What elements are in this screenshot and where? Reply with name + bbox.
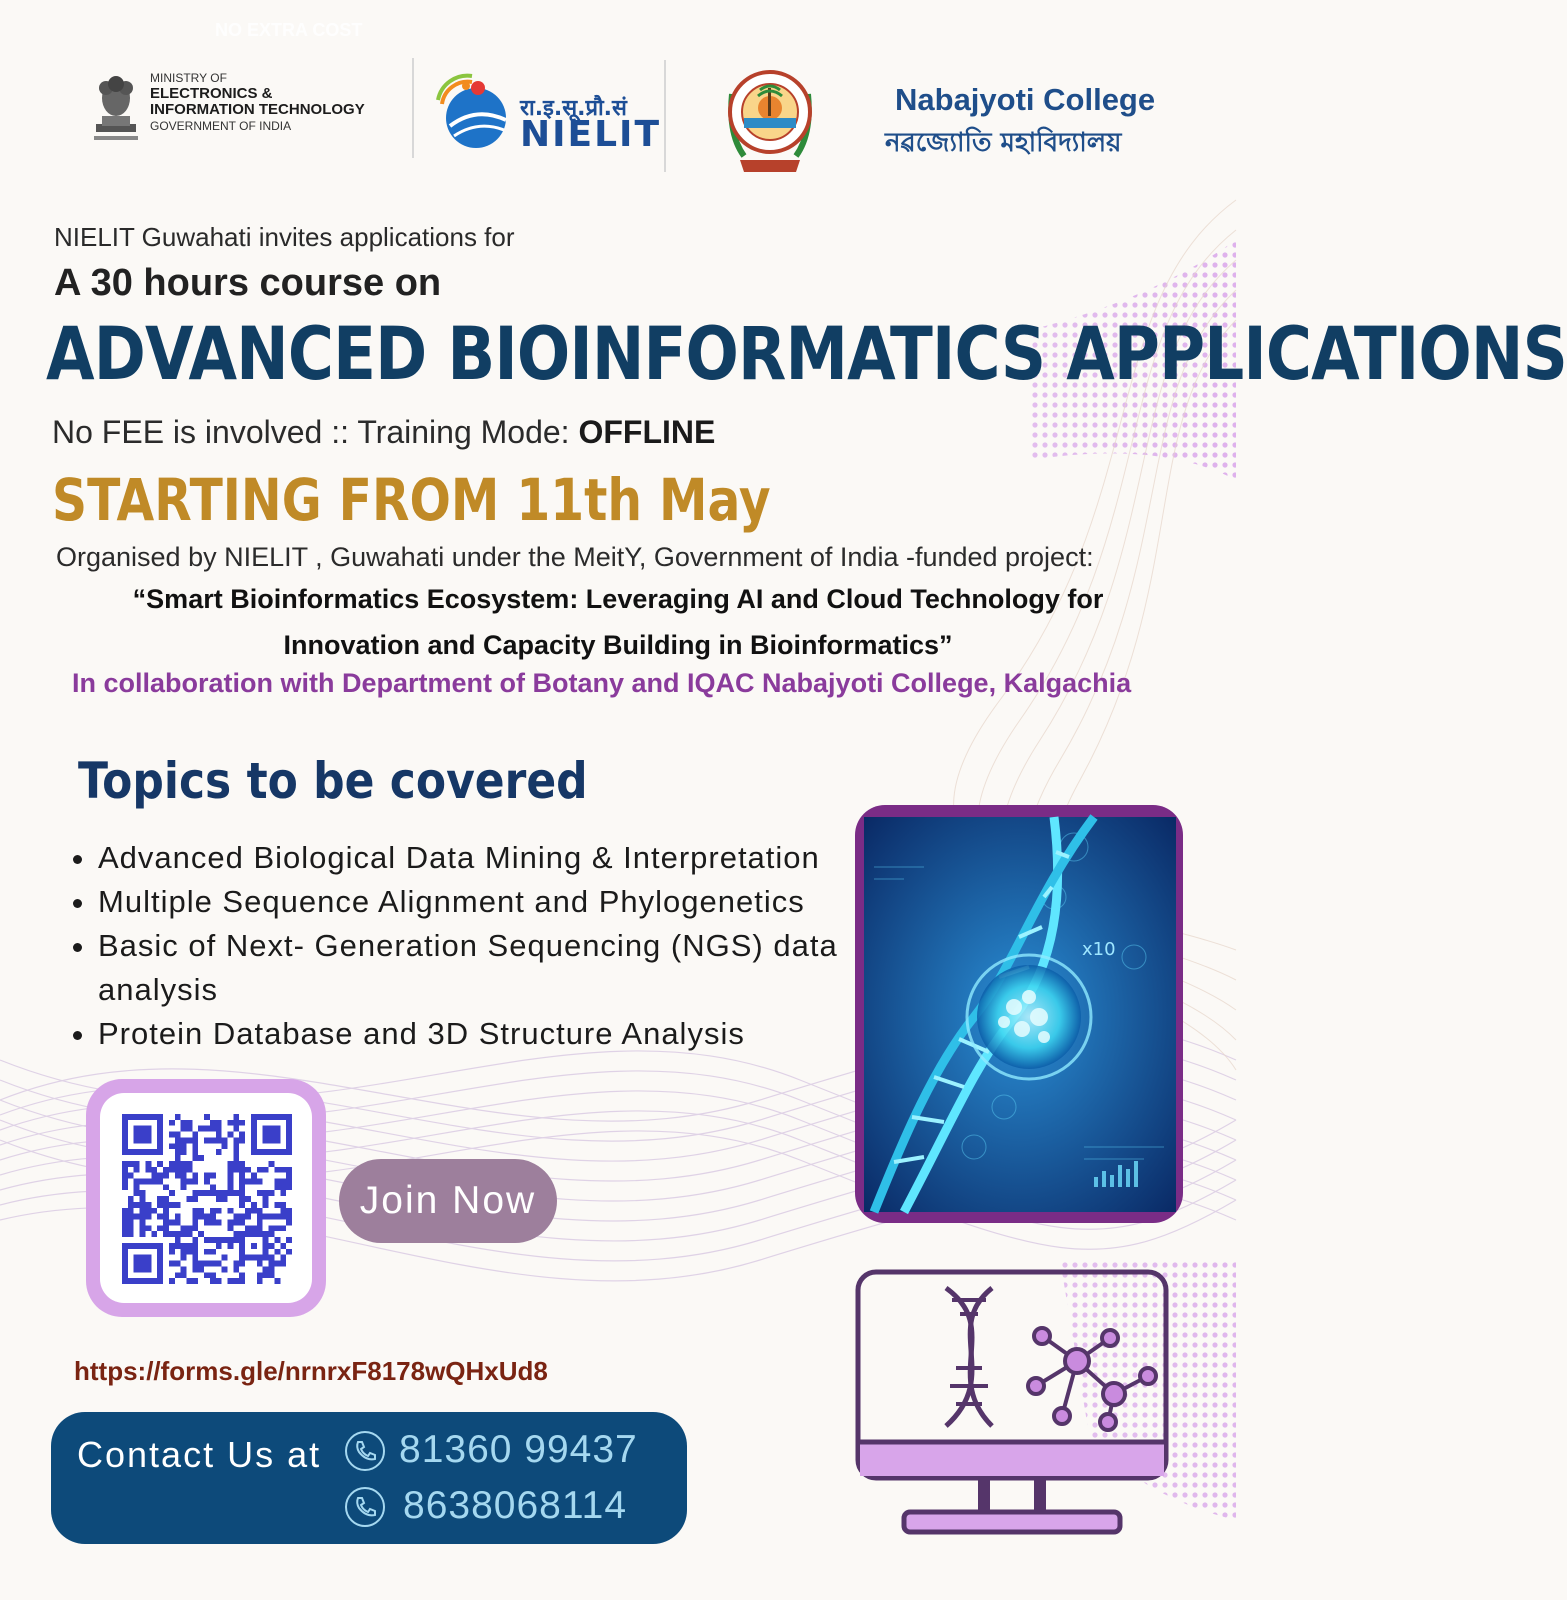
project-title (0, 576, 1236, 668)
ministry-line3: INFORMATION TECHNOLOGY (150, 101, 365, 118)
list-item: • Protein Database and 3D Structure Analysis (98, 1012, 898, 1056)
nielit-logo-icon (432, 70, 520, 154)
college-name-bn: নৱজ্যোতি মহাবিদ্যালয় (885, 128, 1122, 158)
zoom-label: x10 (1082, 939, 1116, 960)
contact-label: Contact Us at (77, 1434, 322, 1475)
nielit-hindi-text: रा.इ.सू.प्रौ.सं (520, 96, 627, 121)
nielit-name: NIELIT (520, 114, 662, 155)
course-title: ADVANCED BIOINFORMATICS APPLICATIONS (46, 312, 1567, 397)
training-mode: OFFLINE (578, 414, 716, 450)
ministry-line4: GOVERNMENT OF INDIA (150, 119, 292, 133)
join-now-button[interactable]: Join Now (339, 1159, 557, 1243)
emblem-icon (90, 68, 142, 150)
start-date: STARTING FROM 11th May (52, 466, 771, 534)
header-divider-2 (664, 60, 666, 172)
list-item: • Multiple Sequence Alignment and Phylogenetics (98, 880, 898, 924)
phone-icon (344, 1430, 386, 1472)
topics-list (62, 836, 898, 1056)
fee-mode-line (52, 414, 715, 451)
phone-number[interactable]: 8638068114 (403, 1484, 628, 1527)
phone-icon (344, 1486, 386, 1528)
ministry-line2: ELECTRONICS & (150, 85, 273, 102)
ministry-line1: MINISTRY OF (150, 71, 227, 85)
qr-code[interactable] (122, 1114, 292, 1284)
college-seal-icon (720, 64, 820, 176)
header-divider (412, 58, 414, 158)
phone-number[interactable]: 81360 99437 (399, 1428, 638, 1471)
organised-by: Organised by NIELIT , Guwahati under the MeitY, Government of India -funded project: (56, 542, 1094, 572)
invite-text: NIELIT Guwahati invites applications for (54, 222, 515, 252)
course-hours: A 30 hours course on (54, 262, 442, 304)
top-faint-text: NO EXTRA COST (215, 20, 363, 40)
project-line1: “Smart Bioinformatics Ecosystem: Leveraging AI and Cloud Technology for (132, 584, 1104, 614)
college-name-en: Nabajyoti College (895, 82, 1156, 117)
topics-heading: Topics to be covered (78, 752, 588, 810)
list-item: • Advanced Biological Data Mining & Interpretation (98, 836, 898, 880)
list-item: • Basic of Next- Generation Sequencing (NGS) data analysis (98, 924, 898, 1012)
registration-link[interactable]: https://forms.gle/nrnrxF8178wQHxUd8 (74, 1356, 548, 1386)
molecule-icon (1028, 1328, 1156, 1430)
fee-text: No FEE is involved :: Training Mode: (52, 414, 579, 450)
monitor-dna-icon (852, 1266, 1172, 1540)
collaboration: In collaboration with Department of Botany and IQAC Nabajyoti College, Kalgachia (72, 668, 1132, 698)
dna-image (864, 817, 1176, 1212)
project-line2: Innovation and Capacity Building in Bioinformatics” (283, 630, 953, 660)
ministry-block (150, 70, 410, 134)
